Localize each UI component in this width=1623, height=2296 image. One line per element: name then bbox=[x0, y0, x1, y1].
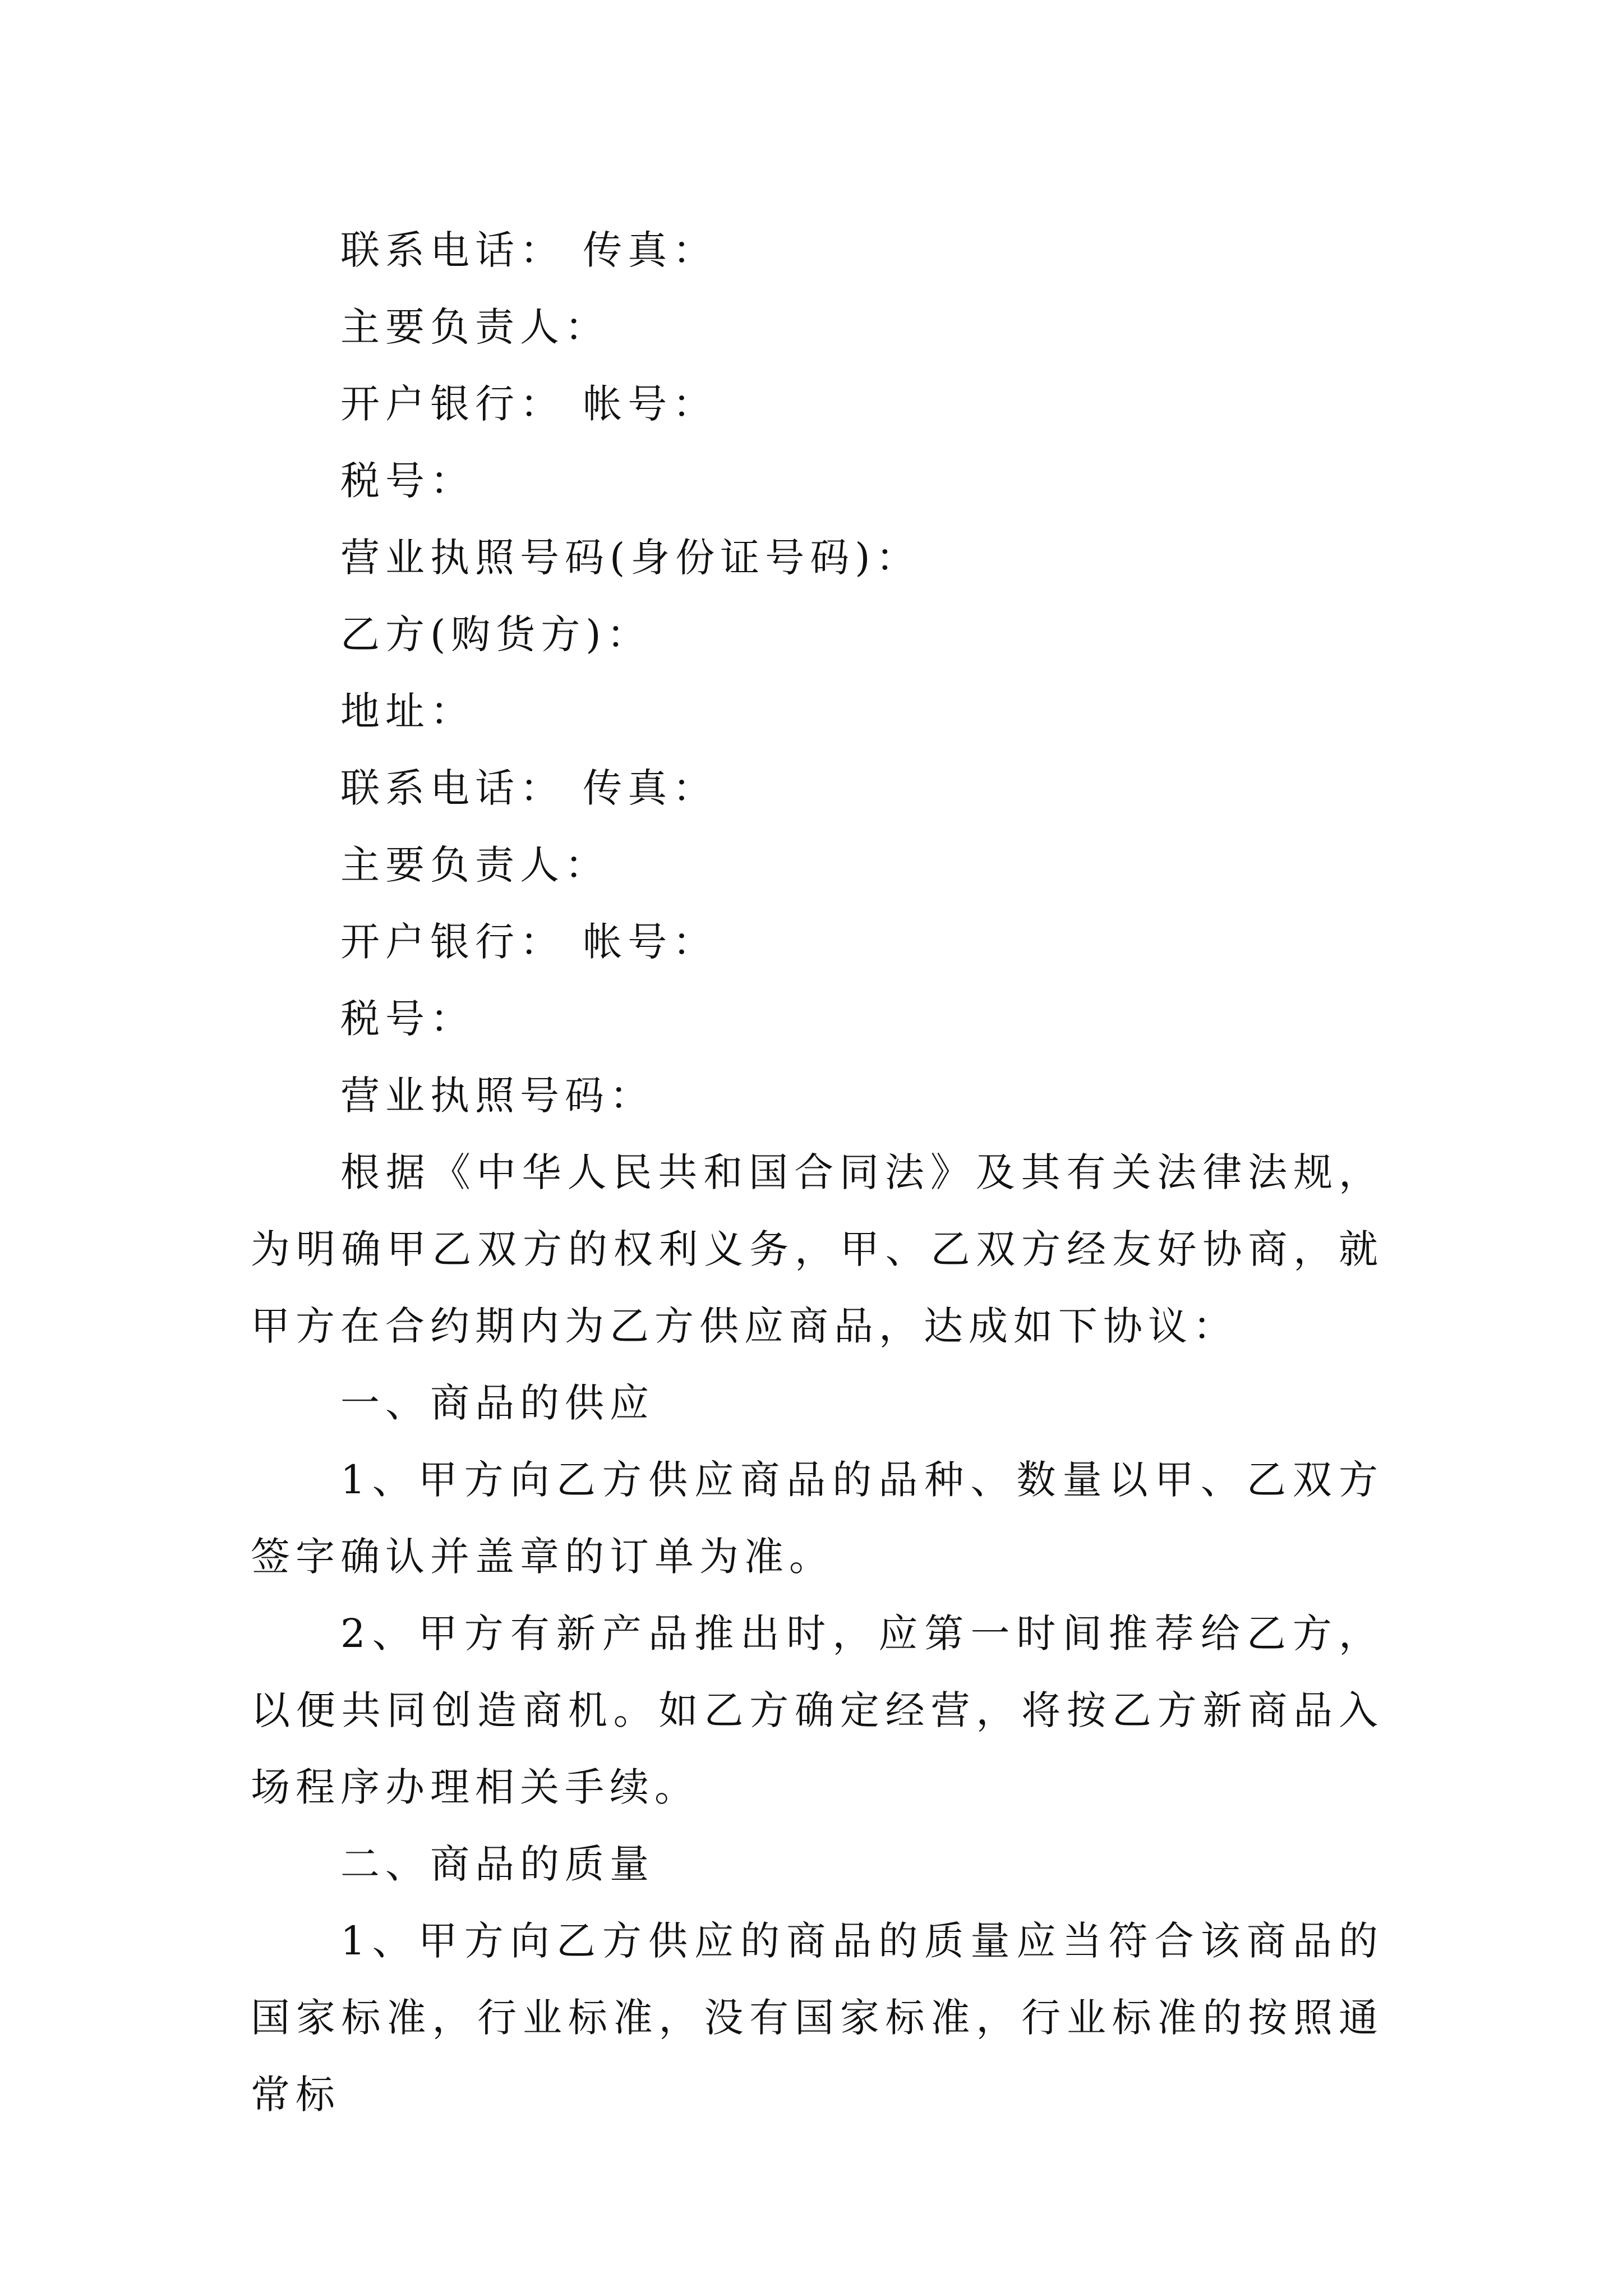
document-body bbox=[251, 212, 1384, 2133]
party-b-header: 乙方(购货方)： bbox=[340, 611, 652, 657]
party-b-license-number: 营业执照号码： bbox=[340, 1073, 654, 1119]
party-b-address: 地址： bbox=[340, 688, 475, 734]
section-1-item-2: 2、甲方有新产品推出时，应第一时间推荐给乙方，以便共同创造商机。如乙方确定经营，将按乙方新商品入场程序办理相关手续。 bbox=[251, 1611, 1384, 1810]
party-b-bank-account: 开户银行： 帐号： bbox=[340, 919, 718, 965]
section-2-item-1: 1、甲方向乙方供应的商品的质量应当符合该商品的国家标准，行业标准，没有国家标准，行业标准的按照通常标 bbox=[251, 1918, 1384, 2118]
party-b-principal: 主要负责人： bbox=[340, 842, 610, 888]
party-a-principal: 主要负责人： bbox=[340, 304, 610, 350]
party-b-phone-fax: 联系电话： 传真： bbox=[340, 765, 718, 811]
party-a-bank-account: 开户银行： 帐号： bbox=[340, 381, 718, 427]
party-a-license-number: 营业执照号码(身份证号码)： bbox=[340, 535, 921, 581]
party-b-tax-number: 税号： bbox=[340, 996, 475, 1042]
section-1-title: 一、商品的供应 bbox=[340, 1380, 654, 1426]
preamble-paragraph: 根据《中华人民共和国合同法》及其有关法律法规，为明确甲乙双方的权利义务，甲、乙双方经友好协商，就甲方在合约期内为乙方供应商品，达成如下协议： bbox=[251, 1149, 1384, 1349]
party-a-phone-fax: 联系电话： 传真： bbox=[340, 227, 718, 273]
section-2-title: 二、商品的质量 bbox=[340, 1841, 654, 1887]
section-1-item-1: 1、甲方向乙方供应商品的品种、数量以甲、乙双方签字确认并盖章的订单为准。 bbox=[251, 1457, 1384, 1580]
party-a-tax-number: 税号： bbox=[340, 458, 475, 504]
